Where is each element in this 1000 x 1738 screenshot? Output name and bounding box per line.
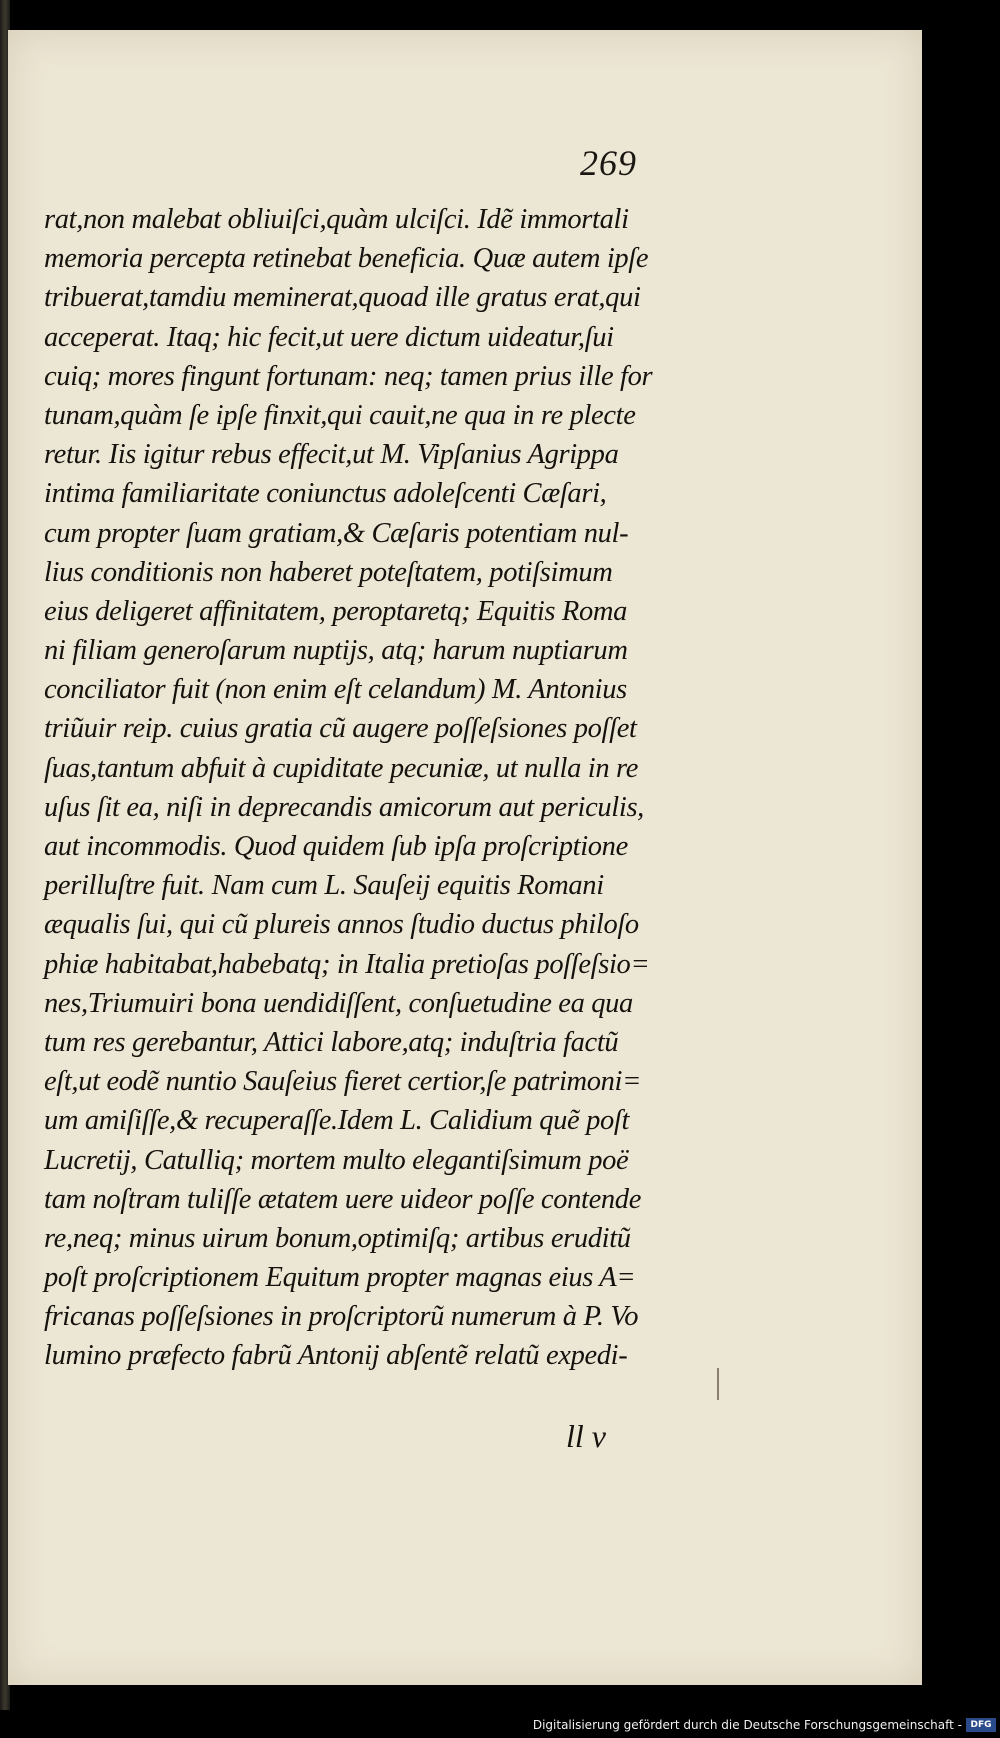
text-line: phiæ habitabat,habebatq; in Italia pretioſas poſſeſsio=: [44, 948, 650, 980]
text-line: cuiq; mores fingunt fortunam: neq; tamen prius ille for: [44, 360, 653, 392]
text-line: perilluſtre fuit. Nam cum L. Sauſeij equitis Romani: [44, 870, 604, 902]
text-line: um amiſiſſe,& recuperaſſe.Idem L. Calidium quẽ poſt: [44, 1105, 630, 1137]
text-line: aut incommodis. Quod quidem ſub ipſa proſcriptione: [44, 831, 628, 862]
text-line: lius conditionis non haberet poteſtatem, potiſsimum: [44, 556, 613, 588]
text-line: cum propter ſuam gratiam,& Cæſaris potentiam nul-: [44, 517, 629, 549]
margin-mark: [717, 1368, 719, 1400]
footer-credit: Digitalisierung gefördert durch die Deutsche Forschungsgemeinschaft -: [532, 1718, 962, 1732]
text-line: intima familiaritate coniunctus adoleſcenti Cæſari,: [44, 478, 607, 510]
text-line: retur. Iis igitur rebus effecit,ut M. Vipſanius Agrippa: [44, 439, 619, 471]
text-line: ni filiam generoſarum nuptijs, atq; harum nuptiarum: [44, 635, 628, 667]
text-line: nes,Triumuiri bona uendidiſſent, conſuetudine ea qua: [44, 987, 633, 1019]
text-line: acceperat. Itaq; hic fecit,ut uere dictum uideatur,ſui: [44, 321, 614, 353]
text-line: tunam,quàm ſe ipſe finxit,qui cauit,ne qua in re plecte: [44, 399, 636, 431]
text-line: tum res gerebantur, Attici labore,atq; induſtria factũ: [44, 1026, 619, 1058]
text-line: Lucretij, Catulliq; mortem multo elegantiſsimum poë: [44, 1144, 629, 1176]
text-line: rat,non malebat obliuiſci,quàm ulciſci. Idẽ immortali: [44, 204, 629, 235]
dfg-logo-icon: DFG: [966, 1718, 996, 1732]
book-page: [8, 30, 922, 1685]
page-number: 269: [580, 143, 637, 183]
text-line: memoria percepta retinebat beneficia. Quæ autem ipſe: [44, 243, 649, 275]
text-line: poſt proſcriptionem Equitum propter magnas eius A=: [44, 1262, 636, 1294]
signature-mark: ll v: [566, 1418, 606, 1454]
footer-bar: [0, 1710, 1000, 1738]
text-line: triũuir reip. cuius gratia cũ augere poſſeſsiones poſſet: [44, 713, 637, 745]
text-line: eius deligeret affinitatem, peroptaretq; Equitis Roma: [44, 595, 628, 627]
text-line: lumino præfecto fabrũ Antonij abſentẽ relatũ expedi-: [44, 1340, 628, 1372]
text-line: conciliator fuit (non enim eſt celandum) M. Antonius: [44, 674, 627, 706]
text-line: ſuas,tantum abfuit à cupiditate pecuniæ, ut nulla in re: [44, 752, 638, 784]
text-line: fricanas poſſeſsiones in proſcriptorũ numerum à P. Vo: [44, 1301, 639, 1333]
text-line: æqualis ſui, qui cũ plureis annos ſtudio ductus philoſo: [44, 909, 639, 941]
text-line: uſus ſit ea, niſi in deprecandis amicorum aut periculis,: [44, 791, 644, 823]
text-line: tribuerat,tamdiu meminerat,quoad ille gratus erat,qui: [44, 282, 641, 314]
text-line: re,neq; minus uirum bonum,optimiſq; artibus eruditũ: [44, 1222, 631, 1254]
body-text: [44, 200, 704, 1376]
text-line: tam noſtram tuliſſe ætatem uere uideor poſſe contende: [44, 1183, 641, 1215]
text-line: eſt,ut eodẽ nuntio Sauſeius fieret certior,ſe patrimoni=: [44, 1066, 641, 1098]
